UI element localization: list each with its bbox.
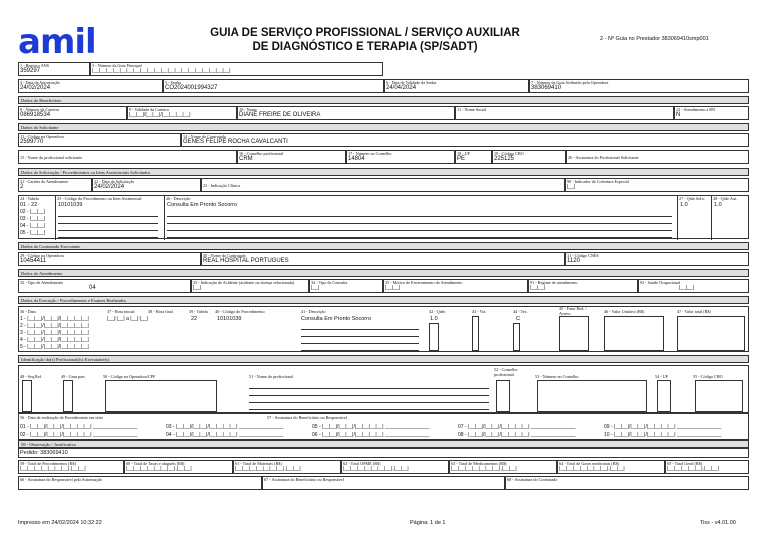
- amil-logo: amil: [18, 22, 96, 62]
- col-data-header: 36 - Data: [20, 309, 36, 314]
- col-valor-unitario-header: 46 - Valor Unitário (R$): [604, 309, 645, 314]
- col-grau-header: 49 - Grau part.: [61, 374, 86, 379]
- col-via-header: 43 - Via: [472, 309, 486, 314]
- nome-social-field: [455, 106, 674, 120]
- row-tec: C: [516, 316, 520, 322]
- field-label: 15 - Nome do profissional solicitante: [20, 155, 83, 160]
- serie-item: 05 - |__|__|/|__|__|/|__|__|__|__| ________________: [312, 424, 430, 430]
- field-value: |__|__|: [679, 285, 695, 291]
- col-tabela-header: 39 - Tabela: [189, 309, 208, 314]
- field-value: N: [676, 112, 681, 118]
- row-qtsol: 1.0: [680, 202, 688, 208]
- field-label: 9 - Validade da Carteira: [129, 107, 169, 112]
- row-codigo: 10101039: [217, 316, 242, 322]
- field-label: 67 - Assinatura do Beneficiário ou Responsável: [264, 477, 344, 482]
- row-tabela: 22: [191, 316, 198, 322]
- field-value: |__|__|__|__|__|__|__|,|__|__|: [235, 466, 301, 472]
- table-row: 05 - |__|__|: [20, 230, 46, 236]
- carater-atendimento-field: [18, 178, 92, 192]
- senha-field: [163, 79, 384, 93]
- field-label: 65 - Total Geral (R$): [667, 461, 703, 466]
- field-label: 8 - Número da Carteira: [20, 107, 59, 112]
- profissional-solicitante-field: [18, 150, 237, 164]
- observacao-value: Pedido: 383069410: [20, 450, 68, 456]
- serie-item: 01 - |__|__|/|__|__|/|__|__|__|__| ________________: [20, 424, 138, 430]
- title-line-2: DE DIAGNÓSTICO E TERAPIA (SP/SADT): [252, 41, 478, 53]
- serie-item: 03 - |__|__|/|__|__|/|__|__|__|__| ________________: [166, 424, 284, 430]
- validade-senha-field: [384, 79, 529, 93]
- field-value: |__|__|: [385, 285, 401, 291]
- section-solicitante: Dados do Solicitante: [18, 123, 749, 131]
- field-label: 60 - Total de Taxas e aluguéis (R$): [126, 461, 185, 466]
- total-medicamentos-field: [449, 460, 557, 474]
- serie-item: 08 - |__|__|/|__|__|/|__|__|__|__| ________________: [458, 432, 576, 438]
- field-value: 2: [20, 184, 24, 190]
- table-row: 1 - |__|__|/|__|__|/|__|__|__|__|: [20, 316, 89, 322]
- validade-carteira-field: [127, 106, 237, 120]
- field-label: 34 - Tipo de Consulta: [311, 280, 348, 285]
- total-materiais-field: [233, 460, 341, 474]
- exec-nome-contratado-field: [201, 252, 565, 266]
- cobertura-especial-field: [565, 178, 749, 192]
- conselho-field: [237, 150, 346, 164]
- field-value: |__|__|__|__|__|__|__|__|__|__|__|__|__|__|__|__|__|__|__|__|: [92, 68, 231, 74]
- table-row: 3 - |__|__|/|__|__|/|__|__|__|__|: [20, 330, 89, 336]
- indicacao-clinica-field: [201, 178, 565, 192]
- field-value: PE: [457, 156, 466, 162]
- serie-item: 10 - |__|__|/|__|__|/|__|__|__|__| ________________: [604, 432, 722, 438]
- field-label: 31 - Código CNES: [567, 253, 599, 258]
- field-value: 24/04/2024: [386, 85, 417, 91]
- col-qtde-header: 42 - Qtde.: [429, 309, 446, 314]
- uf-field: [455, 150, 492, 164]
- col-codigo-header: 40 - Código do Procedimento: [215, 309, 265, 314]
- field-value: |__|: [567, 184, 576, 190]
- field-label: 33 - Indicação de Acidente (acidente ou doença relacionada): [193, 280, 295, 285]
- field-value: 383069410: [531, 85, 562, 91]
- col-hora-inicial-header: 37 - Hora inicial: [107, 309, 135, 314]
- field-label: 14 - Nome do Contratado: [183, 134, 226, 139]
- row-descricao: Consulta Em Pronto Socorro: [167, 202, 238, 208]
- profissionais-table: [18, 365, 749, 413]
- col-tabela-header: 24 - Tabela: [20, 196, 39, 201]
- field-value: |__|: [311, 285, 320, 291]
- field-label: 1 - Registro ANS: [20, 63, 49, 68]
- field-value: DIANE FREIRE DE OLIVEIRA: [239, 112, 321, 118]
- field-value: |__|__|: [530, 285, 546, 291]
- section-solicitacao: Dados da Solicitação / Procedimentos ou Itens Assistenciais Solicitados: [18, 168, 749, 176]
- field-label: 32 - Tipo de Atendimento: [20, 280, 64, 285]
- registro-ans-field: [18, 62, 90, 76]
- field-label: 4 - Data da Autorização: [20, 80, 60, 85]
- field-value: 086918534: [20, 112, 51, 118]
- table-row: 02 - |__|__|: [20, 209, 46, 215]
- field-label: 66 - Assinatura do Responsável pela Autorização: [20, 477, 103, 482]
- guia-operadora-field: [529, 79, 749, 93]
- section-profissionais: Identificação do(s) Profissional(is) Executante(s): [18, 355, 749, 363]
- field-value: 04: [89, 285, 96, 291]
- field-value: 359297: [20, 68, 41, 74]
- section-beneficiario: Dados do Beneficiário: [18, 96, 749, 104]
- col-descricao-header: 26 - Descrição: [166, 196, 191, 201]
- field-label: 23 - Indicação Clínica: [203, 183, 241, 188]
- total-procedimentos-field: [18, 460, 124, 474]
- table-row: 01 - 22: [20, 202, 38, 208]
- title-line-1: GUIA DE SERVIÇO PROFISSIONAL / SERVIÇO AUXILIAR: [210, 27, 520, 39]
- total-geral-field: [665, 460, 749, 474]
- field-label: 7 - Número da Guia Atribuído pela Operadora: [531, 80, 609, 85]
- motivo-encerramento-field: [383, 279, 528, 293]
- table-row: 04 - |__|__|: [20, 223, 46, 229]
- procedimentos-solicitados-table: [18, 195, 749, 239]
- field-value: 1120: [567, 258, 580, 264]
- numero-carteira-field: [18, 106, 127, 120]
- col-descricao-header: 41 - Descrição: [301, 309, 326, 314]
- field-value: |__|__|__|__|__|__|__|,|__|__|: [20, 466, 86, 472]
- field-label: 68 - Assinatura do Contratado: [507, 477, 558, 482]
- row-qtaut: 1.0: [714, 202, 722, 208]
- field-value: |__|__|__|__|__|,|__|__|: [667, 466, 720, 472]
- field-label: 16 - Conselho profissional: [239, 151, 284, 156]
- exec-codigo-operadora-field: [18, 252, 201, 266]
- serie-label: 56 - Data de realização de Procedimento em série: [20, 415, 104, 420]
- section-executante: Dados do Contratado Executante: [18, 242, 749, 250]
- total-taxas-field: [124, 460, 233, 474]
- row-qtde: 1.0: [430, 316, 438, 322]
- numero-conselho-field: [346, 150, 455, 164]
- regime-atendimento-field: [528, 279, 638, 293]
- tiss-version: Tiss - v4.01.00: [700, 520, 736, 526]
- tipo-atendimento-field: [18, 279, 191, 293]
- col-tec-header: 44 - Tec.: [513, 309, 528, 314]
- procedimento-serie-section: [18, 413, 749, 440]
- field-label: 30 - Nome do Contratado: [203, 253, 246, 258]
- page-number: Página: 1 de 1: [410, 520, 446, 526]
- serie-item: 07 - |__|__|/|__|__|/|__|__|__|__| ________________: [458, 424, 576, 430]
- tipo-consulta-field: [309, 279, 383, 293]
- assinatura-contratado-field: [505, 476, 749, 490]
- field-value: CRM: [239, 156, 253, 162]
- field-label: 18 - UF: [457, 151, 471, 156]
- field-value: |__|: [193, 285, 202, 291]
- total-opme-field: [341, 460, 449, 474]
- printed-timestamp: Impresso em 24/02/2024 10:32:22: [18, 520, 102, 526]
- col-seq-header: 48 - Seq.Ref.: [20, 374, 43, 379]
- field-value: |__|__|__|__|__|__|__|,|__|__|: [559, 466, 625, 472]
- saude-ocupacional-field: [638, 279, 749, 293]
- field-value: 24/02/2024: [94, 184, 125, 190]
- field-value: |__|__|/|__|__|/|__|__|__|__|: [129, 112, 191, 118]
- field-value: 24/02/2024: [20, 85, 51, 91]
- field-label: 19 - Código CBO: [494, 151, 524, 156]
- col-codigo-header: 25 - Código do Procedimento ou Item Assistencial: [57, 196, 142, 201]
- atendimento-rn-field: [674, 106, 749, 120]
- table-row: 2 - |__|__|/|__|__|/|__|__|__|__|: [20, 323, 89, 329]
- serie-item: 06 - |__|__|/|__|__|/|__|__|__|__| ________________: [312, 432, 430, 438]
- data-solicitacao-field: [92, 178, 201, 192]
- guia-prestador: 2 - Nº Guia no Prestador 383069410smp001: [600, 36, 709, 42]
- field-value: 2599770: [20, 139, 44, 145]
- assinatura-beneficiario-field: [262, 476, 505, 490]
- cbo-field: [492, 150, 566, 164]
- field-label: 3 - Número da Guia Principal: [92, 63, 142, 68]
- section-execucao: Dados da Execução / Procedimentos e Exames Realizados: [18, 296, 749, 304]
- field-label: 35 - Motivo de Encerramento do Atendimento: [385, 280, 463, 285]
- field-label: 12 - Atendimento a RN: [676, 107, 716, 112]
- field-label: 20 - Assinatura do Profissional Solicitante: [568, 155, 639, 160]
- assinatura-solicitante-field: [566, 150, 749, 164]
- field-label: 61 - Total de Materiais (R$): [235, 461, 282, 466]
- nome-field: [237, 106, 455, 120]
- cnes-field: [565, 252, 749, 266]
- row-codigo: 10101039: [58, 202, 83, 208]
- field-label: 91 - Regime de atendimento: [530, 280, 578, 285]
- col-conselho-header: 52 - Conselho profissional: [494, 367, 518, 377]
- field-label: 59 - Total de Procedimentos (R$): [20, 461, 76, 466]
- field-label: 90 - Indicador de Cobertura Especial: [567, 179, 629, 184]
- serie-item: 04 - |__|__|/|__|__|/|__|__|__|__| ________________: [166, 432, 284, 438]
- assinatura-serie-label: 57 - Assinatura do Beneficiário ou Responsável: [267, 415, 347, 420]
- field-label: 62 - Total OPME (R$): [343, 461, 381, 466]
- field-label: 13 - Código na Operadora: [20, 134, 64, 139]
- row-descricao: Consulta Em Pronto Socorro: [301, 316, 372, 322]
- section-observacao: 58 - Observação / Justificativa: [18, 440, 749, 448]
- col-uf-header: 54 - UF: [655, 374, 669, 379]
- field-label: 64 - Total de Gases medicinais (R$): [559, 461, 620, 466]
- field-value: 225125: [494, 156, 515, 162]
- guia-principal-field: [90, 62, 383, 76]
- field-value: CO2024001994327: [165, 85, 218, 91]
- field-label: 6 - Data de Validade da Senha: [386, 80, 437, 85]
- table-row: 03 - |__|__|: [20, 216, 46, 222]
- field-value: |__|__|__|__|__|__|__|,|__|__|: [451, 466, 517, 472]
- table-row: 5 - |__|__|/|__|__|/|__|__|__|__|: [20, 344, 89, 350]
- field-value: REAL HOSPITAL PORTUGUES: [203, 258, 289, 264]
- codigo-operadora-field: [18, 133, 181, 147]
- field-label: 22 - Data da Solicitação: [94, 179, 135, 184]
- col-cod-cpf-header: 50 - Código na Operadora/CPF: [103, 374, 156, 379]
- field-label: 10 - Nome: [239, 107, 257, 112]
- field-label: 92 - Saúde Ocupacional: [640, 280, 681, 285]
- serie-item: 02 - |__|__|/|__|__|/|__|__|__|__| ________________: [20, 432, 138, 438]
- section-atendimento: Dados do Atendimento: [18, 269, 749, 277]
- field-label: 5 - Senha: [165, 80, 181, 85]
- table-row: 4 - |__|__|/|__|__|/|__|__|__|__|: [20, 337, 89, 343]
- col-nome-header: 51 - Nome do profissional: [249, 374, 293, 379]
- procedimentos-realizados-table: [18, 306, 749, 352]
- col-valor-total-header: 47 - Valor total (R$): [677, 309, 711, 314]
- nome-contratado-field: [181, 133, 749, 147]
- field-value: GENES FELIPE ROCHA CAVALCANTI: [183, 139, 288, 145]
- col-numero-conselho-header: 53 - Número no Conselho: [535, 374, 579, 379]
- field-label: 29 - Código na Operadora: [20, 253, 64, 258]
- col-cbo-header: 55 - Código CBO: [693, 374, 723, 379]
- field-label: 17 - Número no Conselho: [348, 151, 392, 156]
- field-value: 14804: [348, 156, 365, 162]
- col-hora-final-header: 38 - Hora final: [148, 309, 173, 314]
- field-value: |__|__|__|__|__|__|__|,|__|__|: [343, 466, 409, 472]
- field-label: 63 - Total de Medicamentos (R$): [451, 461, 507, 466]
- col-qtsol-header: 27 - Qtde.Solic.: [679, 196, 706, 201]
- observacao-field: [18, 448, 749, 458]
- field-value: 10454411: [20, 258, 47, 264]
- col-fator-header: 45 - Fator Red. / Acresc.: [559, 306, 587, 316]
- row-horas: |__|:|__| a |__|:|__|: [107, 316, 148, 322]
- field-label: 11 - Nome Social: [457, 107, 487, 112]
- total-gases-field: [557, 460, 665, 474]
- document-title: [150, 26, 580, 54]
- assinatura-autorizacao-field: [18, 476, 262, 490]
- data-autorizacao-field: [18, 79, 163, 93]
- serie-item: 09 - |__|__|/|__|__|/|__|__|__|__| ________________: [604, 424, 722, 430]
- field-label: 21 - Caráter do Atendimento: [20, 179, 68, 184]
- indicacao-acidente-field: [191, 279, 309, 293]
- field-value: |__|__|__|__|__|__|__|,|__|__|: [126, 466, 192, 472]
- col-qtaut-header: 28 - Qtde.Aut.: [713, 196, 738, 201]
